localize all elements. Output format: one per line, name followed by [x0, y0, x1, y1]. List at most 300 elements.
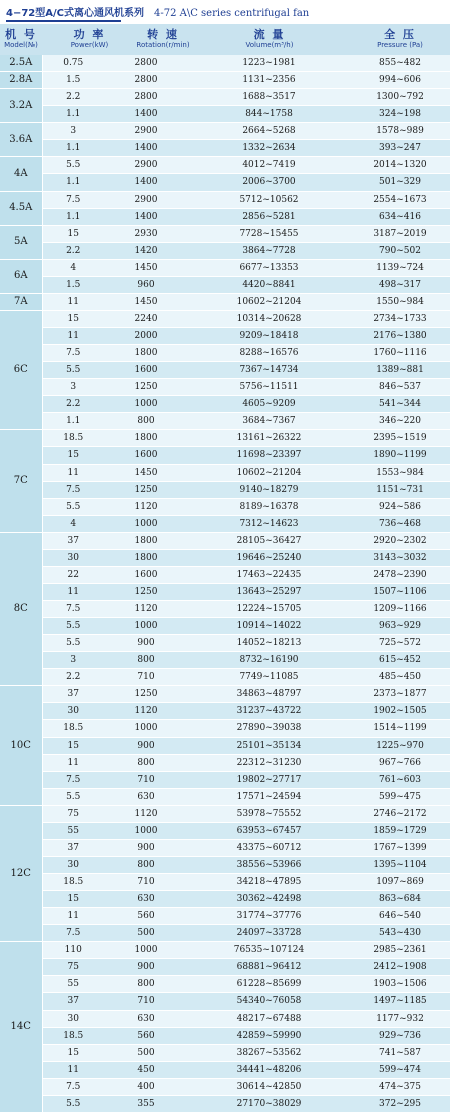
power-cell: 7.5: [42, 601, 104, 618]
rotation-cell: 560: [104, 908, 188, 925]
rotation-cell: 1000: [104, 396, 188, 413]
table-row: [0, 737, 450, 754]
power-cell: 2.2: [42, 89, 104, 106]
volume-cell: 25101~35134: [188, 737, 350, 754]
rotation-cell: 560: [104, 1027, 188, 1044]
rotation-cell: 1450: [104, 293, 188, 310]
power-cell: 3: [42, 379, 104, 396]
table-row: [0, 942, 450, 959]
table-row: [0, 1027, 450, 1044]
power-cell: 15: [42, 891, 104, 908]
pressure-cell: 1859~1729: [350, 822, 450, 839]
power-cell: 11: [42, 908, 104, 925]
power-cell: 30: [42, 549, 104, 566]
volume-cell: 7312~14623: [188, 515, 350, 532]
power-cell: 1.1: [42, 140, 104, 157]
power-cell: 7.5: [42, 481, 104, 498]
volume-cell: 31774~37776: [188, 908, 350, 925]
table-row: [0, 1078, 450, 1095]
volume-cell: 13643~25297: [188, 583, 350, 600]
model-cell: 4.5A: [0, 191, 42, 225]
rotation-cell: 1250: [104, 583, 188, 600]
table-row: [0, 123, 450, 140]
model-cell: 4A: [0, 157, 42, 191]
title-bar: [0, 0, 450, 22]
volume-cell: 9209~18418: [188, 328, 350, 345]
power-cell: 22: [42, 566, 104, 583]
power-cell: 11: [42, 1061, 104, 1078]
volume-cell: 38267~53562: [188, 1044, 350, 1061]
table-row: [0, 874, 450, 891]
power-cell: 55: [42, 822, 104, 839]
title-underline: [6, 20, 121, 22]
table-row: [0, 345, 450, 362]
rotation-cell: 1400: [104, 140, 188, 157]
table-row: [0, 72, 450, 89]
power-cell: 5.5: [42, 635, 104, 652]
header-model: [0, 24, 42, 55]
table-row: [0, 532, 450, 549]
table-row: [0, 55, 450, 72]
power-cell: 18.5: [42, 430, 104, 447]
volume-cell: 5712~10562: [188, 191, 350, 208]
pressure-cell: 1902~1505: [350, 703, 450, 720]
power-cell: 15: [42, 1044, 104, 1061]
rotation-cell: 1600: [104, 362, 188, 379]
model-cell: 8C: [0, 532, 42, 686]
volume-cell: 4420~8841: [188, 276, 350, 293]
rotation-cell: 1800: [104, 532, 188, 549]
volume-cell: 5756~11511: [188, 379, 350, 396]
rotation-cell: 355: [104, 1095, 188, 1112]
rotation-cell: 1400: [104, 106, 188, 123]
rotation-cell: 710: [104, 771, 188, 788]
pressure-cell: 599~474: [350, 1061, 450, 1078]
table-row: [0, 703, 450, 720]
pressure-cell: 2412~1908: [350, 959, 450, 976]
rotation-cell: 2800: [104, 89, 188, 106]
title-english: 4-72 A\C series centrifugal fan: [153, 8, 310, 19]
volume-cell: 11698~23397: [188, 447, 350, 464]
power-cell: 5.5: [42, 788, 104, 805]
power-cell: 4: [42, 515, 104, 532]
header-power-cn: 功 率: [73, 28, 106, 41]
table-row: [0, 293, 450, 310]
pressure-cell: 929~736: [350, 1027, 450, 1044]
rotation-cell: 800: [104, 413, 188, 430]
rotation-cell: 800: [104, 652, 188, 669]
rotation-cell: 2000: [104, 328, 188, 345]
pressure-cell: 1177~932: [350, 1010, 450, 1027]
table-header: [0, 24, 450, 55]
pressure-cell: 846~537: [350, 379, 450, 396]
rotation-cell: 960: [104, 276, 188, 293]
volume-cell: 22312~31230: [188, 754, 350, 771]
power-cell: 55: [42, 976, 104, 993]
power-cell: 7.5: [42, 771, 104, 788]
table-row: [0, 276, 450, 293]
rotation-cell: 1000: [104, 618, 188, 635]
table-row: [0, 686, 450, 703]
pressure-cell: 346~220: [350, 413, 450, 430]
table-row: [0, 379, 450, 396]
table-row: [0, 618, 450, 635]
power-cell: 15: [42, 737, 104, 754]
table-row: [0, 1061, 450, 1078]
rotation-cell: 900: [104, 635, 188, 652]
power-cell: 5.5: [42, 618, 104, 635]
pressure-cell: 863~684: [350, 891, 450, 908]
rotation-cell: 1250: [104, 379, 188, 396]
rotation-cell: 1120: [104, 805, 188, 822]
rotation-cell: 800: [104, 976, 188, 993]
pressure-cell: 1300~792: [350, 89, 450, 106]
pressure-cell: 2985~2361: [350, 942, 450, 959]
rotation-cell: 1420: [104, 242, 188, 259]
power-cell: 15: [42, 447, 104, 464]
pressure-cell: 2734~1733: [350, 310, 450, 327]
pressure-cell: 2014~1320: [350, 157, 450, 174]
pressure-cell: 2373~1877: [350, 686, 450, 703]
power-cell: 1.1: [42, 413, 104, 430]
rotation-cell: 900: [104, 839, 188, 856]
rotation-cell: 1450: [104, 259, 188, 276]
rotation-cell: 2900: [104, 123, 188, 140]
pressure-cell: 2554~1673: [350, 191, 450, 208]
volume-cell: 2664~5268: [188, 123, 350, 140]
pressure-cell: 646~540: [350, 908, 450, 925]
power-cell: 7.5: [42, 925, 104, 942]
volume-cell: 8288~16576: [188, 345, 350, 362]
model-cell: 3.2A: [0, 89, 42, 123]
volume-cell: 34863~48797: [188, 686, 350, 703]
power-cell: 7.5: [42, 1078, 104, 1095]
table-row: [0, 856, 450, 873]
power-cell: 2.2: [42, 669, 104, 686]
volume-cell: 17571~24594: [188, 788, 350, 805]
pressure-cell: 741~587: [350, 1044, 450, 1061]
power-cell: 4: [42, 259, 104, 276]
table-row: [0, 822, 450, 839]
power-cell: 3: [42, 652, 104, 669]
pressure-cell: 1578~989: [350, 123, 450, 140]
volume-cell: 10602~21204: [188, 464, 350, 481]
power-cell: 37: [42, 686, 104, 703]
pressure-cell: 1514~1199: [350, 720, 450, 737]
power-cell: 11: [42, 583, 104, 600]
rotation-cell: 1250: [104, 686, 188, 703]
pressure-cell: 963~929: [350, 618, 450, 635]
model-cell: 7A: [0, 293, 42, 310]
power-cell: 37: [42, 532, 104, 549]
pressure-cell: 2746~2172: [350, 805, 450, 822]
volume-cell: 43375~60712: [188, 839, 350, 856]
rotation-cell: 900: [104, 737, 188, 754]
pressure-cell: 324~198: [350, 106, 450, 123]
power-cell: 5.5: [42, 362, 104, 379]
table-row: [0, 225, 450, 242]
pressure-cell: 541~344: [350, 396, 450, 413]
rotation-cell: 630: [104, 1010, 188, 1027]
volume-cell: 12224~15705: [188, 601, 350, 618]
rotation-cell: 1600: [104, 566, 188, 583]
power-cell: 11: [42, 754, 104, 771]
volume-cell: 844~1758: [188, 106, 350, 123]
volume-cell: 76535~107124: [188, 942, 350, 959]
table-row: [0, 515, 450, 532]
volume-cell: 9140~18279: [188, 481, 350, 498]
power-cell: 1.5: [42, 72, 104, 89]
power-cell: 30: [42, 1010, 104, 1027]
power-cell: 30: [42, 856, 104, 873]
rotation-cell: 1450: [104, 464, 188, 481]
rotation-cell: 2900: [104, 191, 188, 208]
header-model-en: Model(№): [4, 41, 38, 49]
pressure-cell: 2478~2390: [350, 566, 450, 583]
pressure-cell: 2920~2302: [350, 532, 450, 549]
model-cell: 5A: [0, 225, 42, 259]
rotation-cell: 800: [104, 754, 188, 771]
volume-cell: 1688~3517: [188, 89, 350, 106]
power-cell: 0.75: [42, 55, 104, 72]
table-row: [0, 413, 450, 430]
rotation-cell: 1600: [104, 447, 188, 464]
pressure-cell: 1760~1116: [350, 345, 450, 362]
rotation-cell: 1800: [104, 345, 188, 362]
volume-cell: 7728~15455: [188, 225, 350, 242]
pressure-cell: 634~416: [350, 208, 450, 225]
table-row: [0, 566, 450, 583]
model-cell: 7C: [0, 430, 42, 532]
pressure-cell: 2176~1380: [350, 328, 450, 345]
pressure-cell: 761~603: [350, 771, 450, 788]
pressure-cell: 1553~984: [350, 464, 450, 481]
table-row: [0, 106, 450, 123]
volume-cell: 2856~5281: [188, 208, 350, 225]
rotation-cell: 630: [104, 891, 188, 908]
table-row: [0, 669, 450, 686]
pressure-cell: 1097~869: [350, 874, 450, 891]
table-row: [0, 891, 450, 908]
power-cell: 1.1: [42, 208, 104, 225]
table-body: [0, 55, 450, 1112]
volume-cell: 14052~18213: [188, 635, 350, 652]
table-row: [0, 1095, 450, 1112]
table-row: [0, 549, 450, 566]
pressure-cell: 1550~984: [350, 293, 450, 310]
rotation-cell: 1000: [104, 515, 188, 532]
volume-cell: 31237~43722: [188, 703, 350, 720]
pressure-cell: 372~295: [350, 1095, 450, 1112]
power-cell: 7.5: [42, 345, 104, 362]
header-volume-cn: 流 量: [253, 28, 286, 41]
volume-cell: 27890~39038: [188, 720, 350, 737]
volume-cell: 34218~47895: [188, 874, 350, 891]
volume-cell: 1332~2634: [188, 140, 350, 157]
rotation-cell: 450: [104, 1061, 188, 1078]
pressure-cell: 855~482: [350, 55, 450, 72]
table-row: [0, 259, 450, 276]
table-row: [0, 601, 450, 618]
table-row: [0, 976, 450, 993]
rotation-cell: 2240: [104, 310, 188, 327]
pressure-cell: 501~329: [350, 174, 450, 191]
model-cell: 6C: [0, 310, 42, 429]
table-row: [0, 925, 450, 942]
power-cell: 1.1: [42, 174, 104, 191]
table-row: [0, 396, 450, 413]
pressure-cell: 485~450: [350, 669, 450, 686]
volume-cell: 54340~76058: [188, 993, 350, 1010]
header-pressure-en: Pressure (Pa): [377, 41, 423, 49]
rotation-cell: 900: [104, 959, 188, 976]
table-row: [0, 771, 450, 788]
volume-cell: 38556~53966: [188, 856, 350, 873]
rotation-cell: 710: [104, 874, 188, 891]
pressure-cell: 543~430: [350, 925, 450, 942]
model-cell: 12C: [0, 805, 42, 942]
volume-cell: 7367~14734: [188, 362, 350, 379]
rotation-cell: 1400: [104, 208, 188, 225]
model-cell: 14C: [0, 942, 42, 1113]
pressure-cell: 1507~1106: [350, 583, 450, 600]
pressure-cell: 393~247: [350, 140, 450, 157]
pressure-cell: 599~475: [350, 788, 450, 805]
volume-cell: 1223~1981: [188, 55, 350, 72]
volume-cell: 4605~9209: [188, 396, 350, 413]
header-model-cn: 机 号: [5, 28, 37, 41]
volume-cell: 3864~7728: [188, 242, 350, 259]
volume-cell: 34441~48206: [188, 1061, 350, 1078]
rotation-cell: 710: [104, 669, 188, 686]
power-cell: 11: [42, 293, 104, 310]
power-cell: 2.2: [42, 242, 104, 259]
rotation-cell: 1120: [104, 703, 188, 720]
power-cell: 1.5: [42, 276, 104, 293]
header-power-en: Power(kW): [70, 41, 109, 49]
power-cell: 11: [42, 464, 104, 481]
rotation-cell: 500: [104, 1044, 188, 1061]
pressure-cell: 1497~1185: [350, 993, 450, 1010]
model-cell: 10C: [0, 686, 42, 805]
table-row: [0, 583, 450, 600]
pressure-cell: 1389~881: [350, 362, 450, 379]
volume-cell: 8189~16378: [188, 498, 350, 515]
header-rotation-en: Rotation(r/min): [136, 41, 190, 49]
pressure-cell: 924~586: [350, 498, 450, 515]
rotation-cell: 1120: [104, 601, 188, 618]
header-rotation: [137, 24, 189, 55]
pressure-cell: 3143~3032: [350, 549, 450, 566]
volume-cell: 68881~96412: [188, 959, 350, 976]
volume-cell: 19802~27717: [188, 771, 350, 788]
power-cell: 18.5: [42, 874, 104, 891]
model-cell: 3.6A: [0, 123, 42, 157]
table-row: [0, 208, 450, 225]
header-volume: [189, 24, 350, 55]
power-cell: 1.1: [42, 106, 104, 123]
rotation-cell: 2800: [104, 72, 188, 89]
rotation-cell: 800: [104, 856, 188, 873]
table-row: [0, 498, 450, 515]
pressure-cell: 1151~731: [350, 481, 450, 498]
model-cell: 2.5A: [0, 55, 42, 72]
volume-cell: 4012~7419: [188, 157, 350, 174]
rotation-cell: 1800: [104, 549, 188, 566]
rotation-cell: 1000: [104, 822, 188, 839]
volume-cell: 27170~38029: [188, 1095, 350, 1112]
pressure-cell: 1903~1506: [350, 976, 450, 993]
table-row: [0, 839, 450, 856]
power-cell: 18.5: [42, 1027, 104, 1044]
power-cell: 75: [42, 959, 104, 976]
header-power: [42, 24, 137, 55]
power-cell: 110: [42, 942, 104, 959]
table-row: [0, 720, 450, 737]
table-row: [0, 89, 450, 106]
power-cell: 3: [42, 123, 104, 140]
table-row: [0, 652, 450, 669]
table-row: [0, 362, 450, 379]
pressure-cell: 736~468: [350, 515, 450, 532]
power-cell: 15: [42, 225, 104, 242]
table-row: [0, 805, 450, 822]
power-cell: 2.2: [42, 396, 104, 413]
volume-cell: 24097~33728: [188, 925, 350, 942]
rotation-cell: 2900: [104, 157, 188, 174]
volume-cell: 63953~67457: [188, 822, 350, 839]
table-row: [0, 1010, 450, 1027]
model-cell: 6A: [0, 259, 42, 293]
pressure-cell: 994~606: [350, 72, 450, 89]
fan-spec-table: [0, 55, 450, 1113]
pressure-cell: 2395~1519: [350, 430, 450, 447]
pressure-cell: 615~452: [350, 652, 450, 669]
table-row: [0, 464, 450, 481]
table-row: [0, 788, 450, 805]
table-row: [0, 754, 450, 771]
table-row: [0, 157, 450, 174]
rotation-cell: 1000: [104, 720, 188, 737]
rotation-cell: 400: [104, 1078, 188, 1095]
rotation-cell: 1120: [104, 498, 188, 515]
volume-cell: 17463~22435: [188, 566, 350, 583]
volume-cell: 7749~11085: [188, 669, 350, 686]
volume-cell: 6677~13353: [188, 259, 350, 276]
header-volume-en: Volume(m³/h): [245, 41, 294, 49]
rotation-cell: 630: [104, 788, 188, 805]
power-cell: 37: [42, 839, 104, 856]
pressure-cell: 1225~970: [350, 737, 450, 754]
table-row: [0, 328, 450, 345]
power-cell: 30: [42, 703, 104, 720]
volume-cell: 10314~20628: [188, 310, 350, 327]
pressure-cell: 967~766: [350, 754, 450, 771]
volume-cell: 10602~21204: [188, 293, 350, 310]
volume-cell: 30362~42498: [188, 891, 350, 908]
table-row: [0, 1044, 450, 1061]
table-row: [0, 908, 450, 925]
power-cell: 5.5: [42, 1095, 104, 1112]
volume-cell: 2006~3700: [188, 174, 350, 191]
pressure-cell: 1395~1104: [350, 856, 450, 873]
rotation-cell: 1800: [104, 430, 188, 447]
rotation-cell: 1000: [104, 942, 188, 959]
table-row: [0, 635, 450, 652]
header-pressure-cn: 全 压: [384, 28, 416, 41]
header-pressure: [350, 24, 450, 55]
volume-cell: 42859~59990: [188, 1027, 350, 1044]
